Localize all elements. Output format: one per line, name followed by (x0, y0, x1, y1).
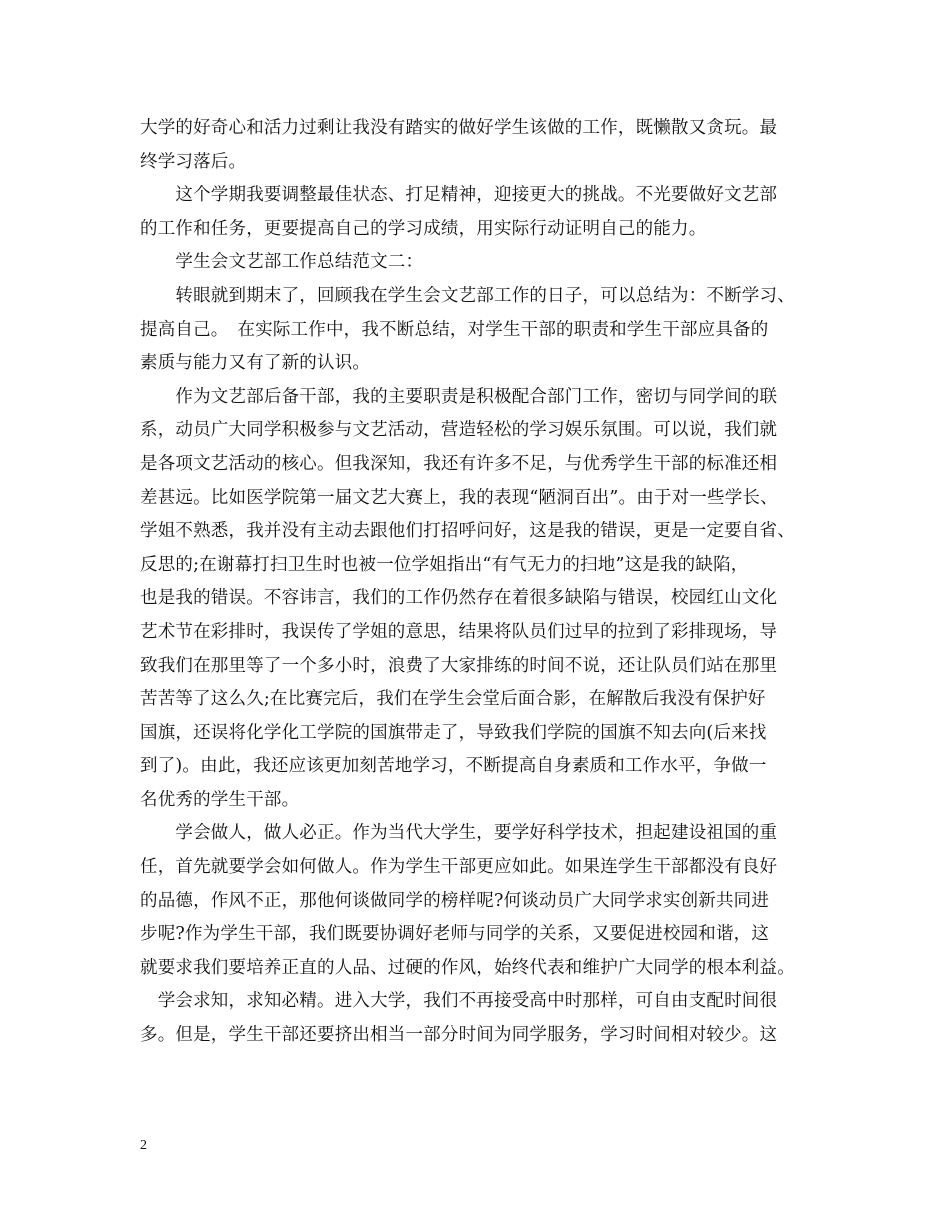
text-line: 终学习落后。 (140, 151, 247, 172)
text-line: 转眼就到期末了，回顾我在学生会文艺部工作的日子，可以总结为：不断学习、 (140, 285, 795, 306)
text-line: 致我们在那里等了一个多小时，浪费了大家排练的时间不说，还让队员们站在那里 (140, 655, 778, 676)
text-line: 名优秀的学生干部。 (140, 789, 300, 810)
text-line: 步呢?作为学生干部，我们既要协调好老师与同学的关系，又要促进校园和谐，这 (140, 924, 770, 945)
text-line: 是各项文艺活动的核心。但我深知，我还有许多不足，与优秀学生干部的标准还相 (140, 453, 778, 474)
text-line: 苦苦等了这么久;在比赛完后，我们在学生会堂后面合影，在解散后我没有保护好 (140, 689, 766, 710)
text-line: 反思的;在谢幕打扫卫生时也被一位学姐指出“有气无力的扫地”这是我的缺陷， (140, 554, 749, 575)
text-line: 学会求知，求知必精。进入大学，我们不再接受高中时那样，可自由支配时间很 (140, 991, 778, 1012)
text-line: 艺术节在彩排时，我误传了学姐的意思，结果将队员们过早的拉到了彩排现场，导 (140, 621, 778, 642)
text-line: 到了)。由此，我还应该更加刻苦地学习，不断提高自身素质和工作水平，争做一 (140, 756, 767, 777)
text-line: 国旗，还误将化学化工学院的国旗带走了，导致我们学院的国旗不知去向(后来找 (140, 722, 767, 743)
body-text (140, 112, 812, 1053)
text-line: 差甚远。比如医学院第一届文艺大赛上，我的表现“陋洞百出”。由于对一些学长、 (140, 487, 778, 508)
text-line: 这个学期我要调整最佳状态、打足精神，迎接更大的挑战。不光要做好文艺部 (140, 185, 778, 206)
section-heading: 学生会文艺部工作总结范文二： (140, 252, 424, 273)
text-line: 学姐不熟悉，我并没有主动去跟他们打招呼问好，这是我的错误，更是一定要自省、 (140, 521, 795, 542)
text-line: 多。但是，学生干部还要挤出相当一部分时间为同学服务，学习时间相对较少。这 (140, 1025, 778, 1046)
text-line: 任，首先就要学会如何做人。作为学生干部更应如此。如果连学生干部都没有良好 (140, 857, 778, 878)
text-line: 就要求我们要培养正直的人品、过硬的作风，始终代表和维护广大同学的根本利益。 (140, 957, 795, 978)
text-line: 提高自己。 在实际工作中，我不断总结，对学生干部的职责和学生干部应具备的 (140, 319, 769, 340)
text-line: 的工作和任务，更要提高自己的学习成绩，用实际行动证明自己的能力。 (140, 218, 707, 239)
page-number: 2 (140, 1138, 147, 1153)
text-line: 也是我的错误。不容讳言，我们的工作仍然存在着很多缺陷与错误，校园红山文化 (140, 588, 778, 609)
text-line: 素质与能力又有了新的认识。 (140, 353, 371, 374)
text-line: 系，动员广大同学积极参与文艺活动，营造轻松的学习娱乐氛围。可以说，我们就 (140, 420, 778, 441)
text-line: 作为文艺部后备干部，我的主要职责是积极配合部门工作，密切与同学间的联 (140, 386, 778, 407)
text-line: 大学的好奇心和活力过剩让我没有踏实的做好学生该做的工作，既懒散又贪玩。最 (140, 118, 778, 138)
text-line: 的品德，作风不正，那他何谈做同学的榜样呢?何谈动员广大同学求实创新共同进 (140, 890, 770, 911)
text-line: 学会做人，做人必正。作为当代大学生，要学好科学技术，担起建设祖国的重 (140, 823, 778, 844)
